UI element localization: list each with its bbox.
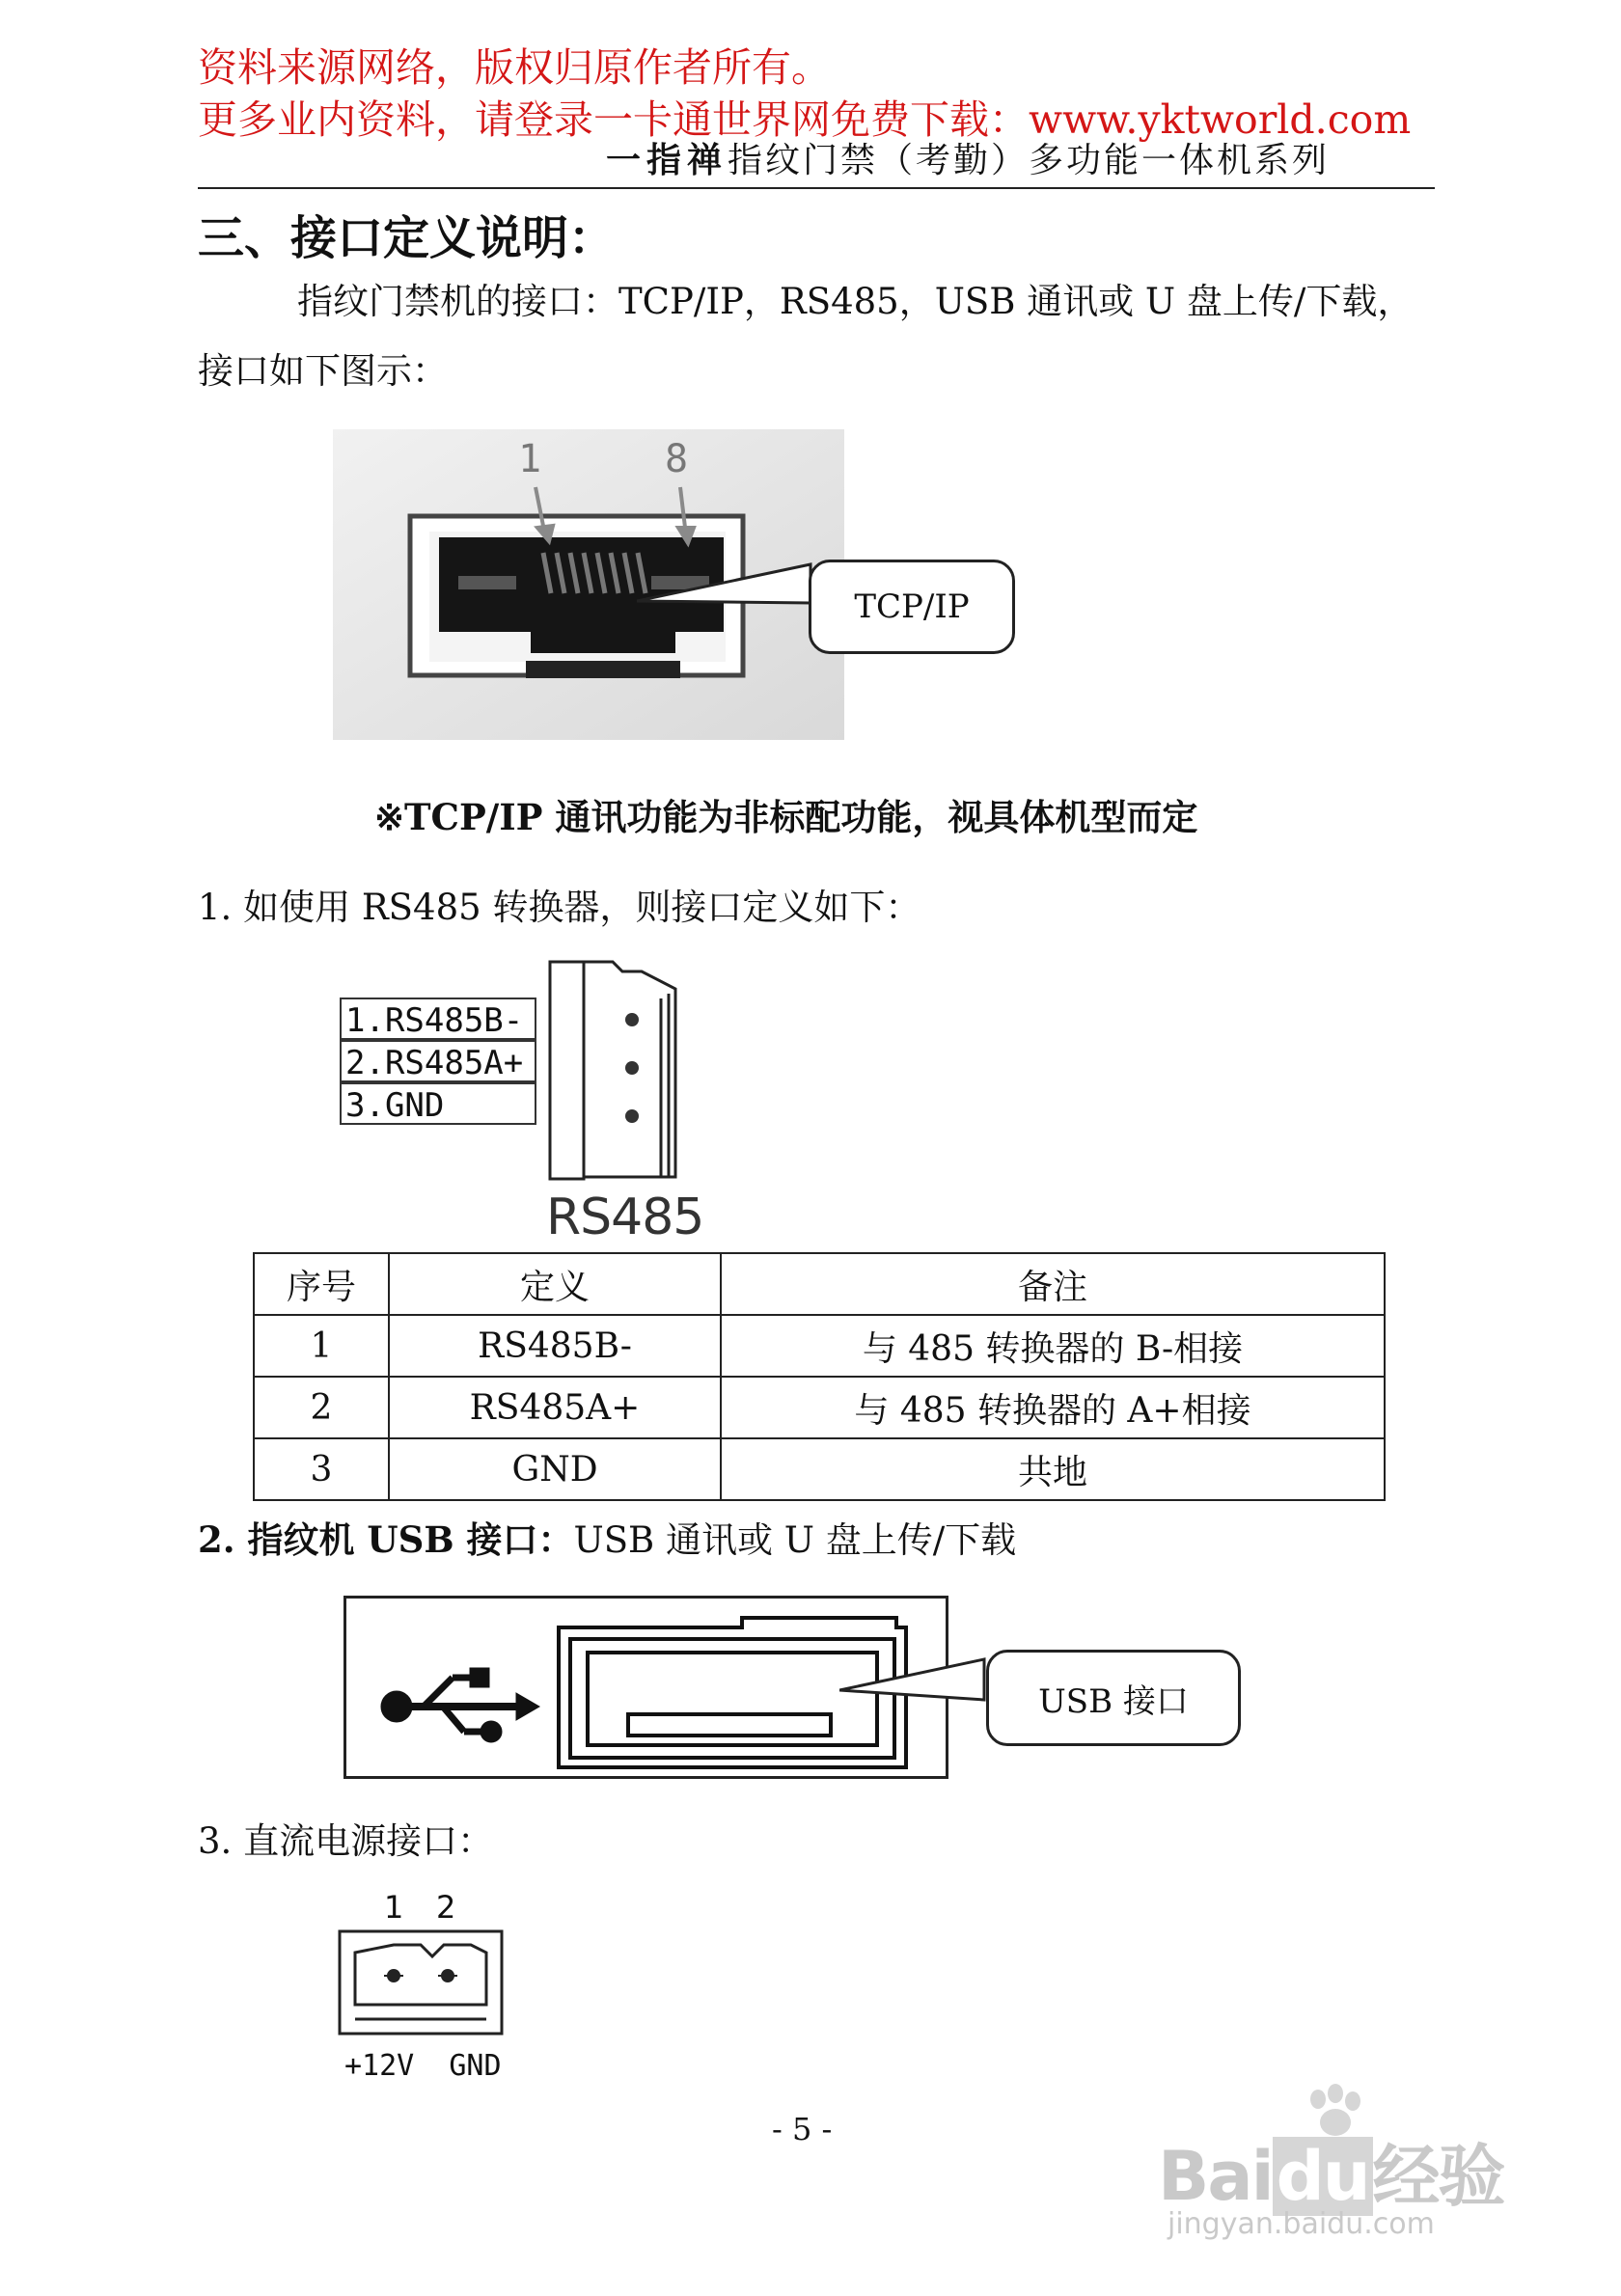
watermark-url: jingyan.baidu.com [1168,2207,1435,2241]
pin-8-label: 8 [665,437,689,481]
intro-line-2: 接口如下图示： [198,350,448,392]
header-remark: 备注 [721,1253,1385,1315]
cell-remark: 与 485 转换器的 B-相接 [721,1315,1385,1377]
dc-heading: 3. 直流电源接口： [198,1820,494,1862]
usb-icon [381,1668,539,1742]
section-title: 三、接口定义说明： [198,211,616,265]
pin-1-label: 1 [518,437,542,481]
cell-definition: RS485B- [389,1315,721,1377]
cell-definition: GND [389,1438,721,1500]
intro-line-1: 指纹门禁机的接口：TCP/IP，RS485，USB 通讯或 U 盘上传/下载， [297,281,1414,322]
usb-heading-label: 2. 指纹机 USB 接口： [198,1518,574,1561]
header-rule [198,187,1435,189]
cell-definition: RS485A+ [389,1377,721,1438]
dc-pin-2-label: 2 [436,1889,456,1926]
dc-pin-names: +12V GND [344,2049,502,2083]
rs485-label-1: 1.RS485B- [340,998,536,1040]
usb-callout: USB 接口 [986,1650,1241,1746]
rs485-heading: 1. 如使用 RS485 转换器，则接口定义如下： [198,887,921,928]
table-header-row [254,1253,1385,1315]
baidu-jingyan-watermark [1158,2084,1563,2248]
rs485-connector-icon [545,960,690,1187]
watermark-brand-bai: Bai [1158,2137,1273,2216]
dc-pin-1-label: 1 [384,1889,404,1926]
cell-index: 2 [254,1377,389,1438]
series-title: 指纹门禁（考勤）多功能一体机系列 [728,141,1331,180]
tcp-callout-pointer [637,555,830,632]
header-index: 序号 [254,1253,389,1315]
cell-remark: 与 485 转换器的 A+相接 [721,1377,1385,1438]
dc-connector-icon [336,1927,509,2043]
page-number: - 5 - [772,2111,833,2147]
watermark-brand [1158,2122,1504,2220]
table-row [254,1377,1385,1438]
rs485-label-3: 3.GND [340,1082,536,1125]
pin-definition-table [253,1252,1386,1501]
tcp-note: ※TCP/IP 通讯功能为非标配功能，视具体机型而定 [374,796,1198,838]
rs485-label-2: 2.RS485A+ [340,1040,536,1082]
usb-heading [198,1511,1016,1563]
table-row [254,1438,1385,1500]
rs485-caption: RS485 [546,1189,704,1246]
product-series-header [606,133,1330,182]
source-notice: 资料来源网络，版权归原作者所有。 [198,44,831,91]
series-brand: 一指禅 [606,140,728,180]
cell-index: 1 [254,1315,389,1377]
download-notice: 更多业内资料，请登录一卡通世界网免费下载：www.yktworld.com [198,96,1412,143]
table-row [254,1315,1385,1377]
rs485-pin-labels [340,998,536,1125]
usb-heading-desc: USB 通讯或 U 盘上传/下载 [573,1519,1017,1561]
watermark-product: 经验 [1372,2137,1504,2216]
cell-index: 3 [254,1438,389,1500]
watermark-brand-du: du [1273,2137,1373,2216]
tcp-ip-callout: TCP/IP [809,560,1015,654]
usb-callout-pointer [839,1652,994,1729]
cell-remark: 共地 [721,1438,1385,1500]
header-definition: 定义 [389,1253,721,1315]
